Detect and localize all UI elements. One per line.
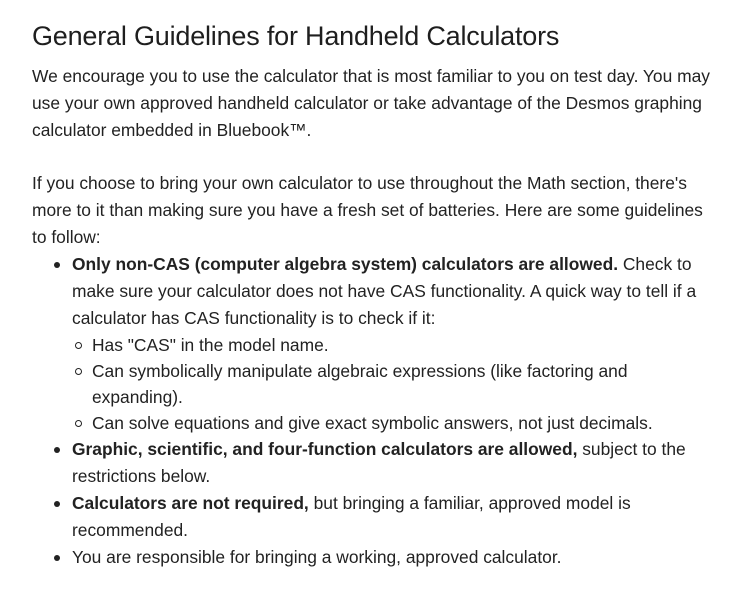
guidelines-list: [32, 251, 711, 571]
intro-paragraph: We encourage you to use the calculator that is most familiar to you on test day. You may use your own approved handheld calculator or take advantage of the Desmos graphing calculator embedded in Bluebook™.: [32, 66, 710, 140]
guideline-bold-text: Graphic, scientific, and four-function calculators are allowed,: [72, 439, 578, 459]
lead-paragraph: If you choose to bring your own calculator to use throughout the Math section, there's more to it than making sure you have a fresh set of batteries. Here are some guidelines to follow:: [32, 173, 703, 247]
cas-checklist: [72, 332, 711, 436]
sub-list-item: [92, 358, 711, 410]
circle-bullet-icon: [75, 368, 82, 375]
bullet-icon: [54, 262, 60, 268]
bullet-icon: [54, 501, 60, 507]
sub-item-text: Can solve equations and give exact symbolic answers, not just decimals.: [92, 413, 653, 433]
sub-list-item: [92, 410, 711, 436]
circle-bullet-icon: [75, 420, 82, 427]
guideline-text: but bringing a familiar, approved model is recommended.: [72, 493, 631, 540]
list-item: [72, 544, 711, 571]
list-item: [72, 251, 711, 436]
bullet-icon: [54, 447, 60, 453]
guideline-bold-text: Only non-CAS (computer algebra system) calculators are allowed.: [72, 254, 619, 274]
sub-item-text: Has "CAS" in the model name.: [92, 335, 329, 355]
page-title: General Guidelines for Handheld Calculators: [32, 21, 560, 51]
list-item: [72, 436, 711, 490]
circle-bullet-icon: [75, 342, 82, 349]
guideline-text: subject to the restrictions below.: [72, 439, 686, 486]
sub-list-item: [92, 332, 711, 358]
sub-item-text: Can symbolically manipulate algebraic expressions (like factoring and expanding).: [92, 361, 628, 407]
bullet-icon: [54, 555, 60, 561]
guideline-text: You are responsible for bringing a working, approved calculator.: [72, 547, 562, 567]
list-item: [72, 490, 711, 544]
guideline-bold-text: Calculators are not required,: [72, 493, 309, 513]
guideline-text: Check to make sure your calculator does not have CAS functionality. A quick way to tell if a calculator has CAS functionality is to check if it:: [72, 254, 697, 328]
